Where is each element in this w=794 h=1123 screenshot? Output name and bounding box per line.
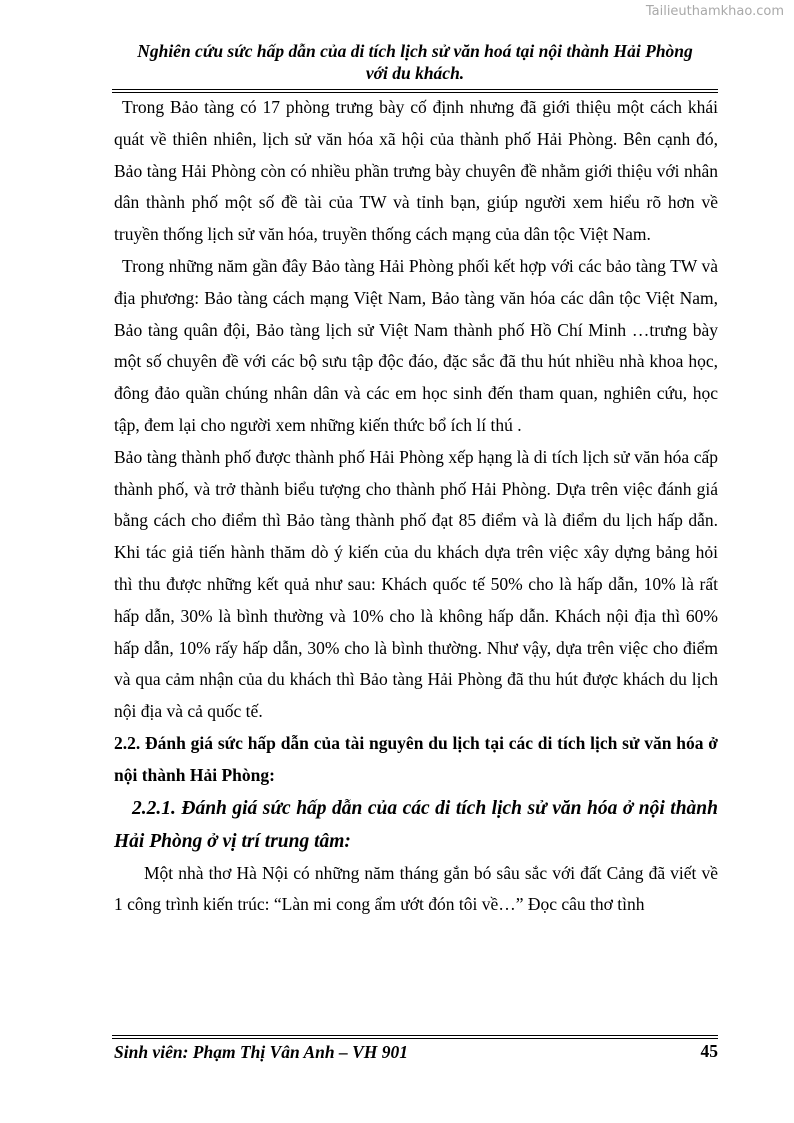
running-header: [110, 40, 720, 84]
paragraph-museum-exhibits: Trong Bảo tàng có 17 phòng trưng bày cố định nhưng đã giới thiệu một cách khái quát về thiên nhiên, lịch sử văn hóa xã hội của thành phố Hải Phòng. Bên cạnh đó, Bảo tàng Hải Phòng còn có nhiều phần trưng bày chuyên đề nhằm giới thiệu với nhân dân thành phố một số đề tài của TW và tỉnh bạn, giúp người xem hiểu rõ hơn về truyền thống lịch sử văn hóa, truyền thống cách mạng của dân tộc Việt Nam.: [114, 97, 718, 245]
paragraph-poet-intro: Một nhà thơ Hà Nội có những năm tháng gắn bó sâu sắc với đất Cảng đã viết về 1 công trình kiến trúc: “Làn mi cong ẩm ướt đón tôi về…” Đọc câu thơ tình: [114, 862, 718, 915]
watermark-text: Tailieuthamkhao.com: [645, 4, 784, 19]
page-body: [114, 92, 718, 921]
section-heading-2-2-1: 2.2.1. Đánh giá sức hấp dẫn của các di tích lịch sử văn hóa ở nội thành Hải Phòng ở vị trí trung tâm:: [114, 797, 718, 852]
header-line-1: Nghiên cứu sức hấp dẫn của di tích lịch sử văn hoá tại nội thành Hải Phòng: [137, 41, 693, 61]
footer-divider: [112, 1035, 718, 1039]
footer-student-name: Sinh viên: Phạm Thị Vân Anh – VH 901: [114, 1042, 409, 1062]
paragraph-museum-cooperation: Trong những năm gần đây Bảo tàng Hải Phòng phối kết hợp với các bảo tàng TW và địa phương: Bảo tàng cách mạng Việt Nam, Bảo tàng văn hóa các dân tộc Việt Nam, Bảo tàng quân đội, Bảo tàng lịch sử Việt Nam thành phố Hồ Chí Minh …trưng bày một số chuyên đề với các bộ sưu tập độc đáo, đặc sắc đã thu hút nhiều nhà khoa học, đông đảo quần chúng nhân dân và các em học sinh đến tham quan, nghiên cứu, học tập, đem lại cho người xem những kiến thức bổ ích lí thú .: [114, 255, 718, 435]
page-number: 45: [700, 1041, 718, 1061]
section-heading-2-2: 2.2. Đánh giá sức hấp dẫn của tài nguyên du lịch tại các di tích lịch sử văn hóa ở nội thành Hải Phòng:: [114, 732, 718, 785]
header-line-2: với du khách.: [365, 63, 465, 83]
paragraph-museum-evaluation: Bảo tàng thành phố được thành phố Hải Phòng xếp hạng là di tích lịch sử văn hóa cấp thành phố, và trở thành biểu tượng cho thành phố Hải Phòng. Dựa trên việc đánh giá bằng cách cho điểm thì Bảo tàng thành phố đạt 85 điểm và là điểm du lịch hấp dẫn. Khi tác giả tiến hành thăm dò ý kiến của du khách dựa trên việc xây dựng bảng hỏi thì thu được những kết quả như sau: Khách quốc tế 50% cho là hấp dẫn, 10% là rất hấp dẫn, 30% là bình thường và 10% cho là không hấp dẫn. Khách nội địa thì 60% hấp dẫn, 10% rấy hấp dẫn, 30% cho là bình thường. Như vậy, dựa trên việc cho điểm và qua cảm nhận của du khách thì Bảo tàng Hải Phòng đã thu hút được khách du lịch nội địa và cả quốc tế.: [114, 446, 718, 722]
